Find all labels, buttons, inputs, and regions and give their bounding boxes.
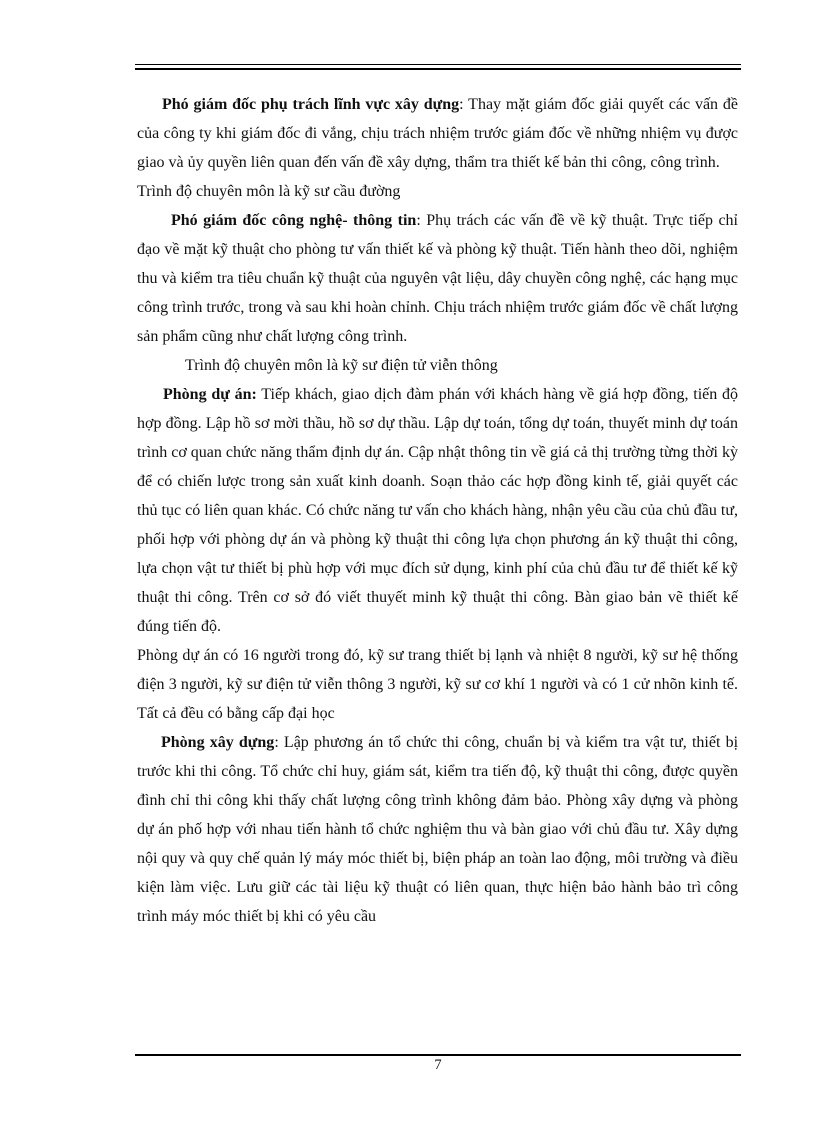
header-rule: [135, 64, 741, 70]
page-number: 7: [434, 1057, 442, 1073]
footer-rule: [135, 1054, 741, 1056]
document-body: [137, 90, 738, 931]
paragraph-heading: Phó giám đốc phụ trách lĩnh vực xây dựng: [162, 96, 460, 113]
paragraph-heading: Phòng xây dựng: [161, 734, 275, 751]
paragraph-text: : Lập phương án tổ chức thi công, chuẩn bị và kiểm tra vật tư, thiết bị trước khi thi công. Tổ chức chỉ huy, giám sát, kiểm tra tiến độ, kỹ thuật thi công, được quyền đình chỉ thi công khi thấy chất lượng công trình không đảm bảo. Phòng xây dựng và phòng dự án phố hợp với nhau tiến hành tổ chức nghiệm thu và bàn giao với chủ đầu tư. Xây dựng nội quy và quy chế quản lý máy móc thiết bị, biện pháp an toàn lao động, môi trường và điều kiện làm việc. Lưu giữ các tài liệu kỹ thuật có liên quan, thực hiện bảo hành bảo trì công trình máy móc thiết bị khi có yêu cầu: [137, 734, 739, 925]
paragraph-text: : Phụ trách các vấn đề về kỹ thuật. Trực tiếp chỉ đạo về mặt kỹ thuật cho phòng tư vấn thiết kế và phòng kỹ thuật. Tiến hành theo dõi, nghiệm thu và kiểm tra tiêu chuẩn kỹ thuật của nguyên vật liệu, dây chuyền công nghệ, các hạng mục công trình trước, trong và sau khi hoàn chỉnh. Chịu trách nhiệm trước giám đốc về chất lượng sản phẩm cũng như chất lượng công trình.: [137, 212, 739, 345]
paragraph-project-dept: [137, 380, 738, 641]
paragraph-text: Tiếp khách, giao dịch đàm phán với khách hàng về giá hợp đồng, tiến độ hợp đồng. Lập hồ sơ mời thầu, hồ sơ dự thầu. Lập dự toán, tổng dự toán, thuyết minh dự toán trình cơ quan chức năng thẩm định dự án. Cập nhật thông tin về giá cả thị trường từng thời kỳ để có chiến lược trong sản xuất kinh doanh. Soạn thảo các hợp đồng kinh tế, giải quyết các thủ tục có liên quan khác. Có chức năng tư vấn cho khách hàng, nhận yêu cầu của chủ đầu tư, phối hợp với phòng dự án và phòng kỹ thuật thi công lựa chọn phương án kỹ thuật thi công, lựa chọn vật tư thiết bị phù hợp với mục đích sử dụng, kinh phí của chủ đầu tư để thiết kế kỹ thuật thi công. Trên cơ sở đó viết thuyết minh kỹ thuật thi công. Bàn giao bản vẽ thiết kế đúng tiến độ.: [137, 386, 738, 635]
paragraph-heading: Phó giám đốc công nghệ- thông tin: [171, 212, 417, 229]
paragraph-text: Trình độ chuyên môn là kỹ sư cầu đường: [137, 183, 401, 200]
paragraph-text: Trình độ chuyên môn là kỹ sư điện tử viễn thông: [185, 357, 498, 374]
paragraph-construction-dept: [137, 728, 738, 931]
paragraph-text: : Thay mặt giám đốc giải quyết các vấn đề của công ty khi giám đốc đi vắng, chịu trách nhiệm trước giám đốc về những nhiệm vụ được giao và ủy quyền liên quan đến vấn đề xây dựng, thẩm tra thiết kế bản thi công, công trình.: [137, 96, 738, 171]
paragraph-qualification-2: [137, 351, 738, 380]
paragraph-text: Phòng dự án có 16 người trong đó, kỹ sư trang thiết bị lạnh và nhiệt 8 người, kỹ sư hệ thống điện 3 người, kỹ sư điện tử viễn thông 3 người, kỹ sư cơ khí 1 người và có 1 cử nhõn kinh tế. Tất cả đều có bằng cấp đại học: [137, 647, 738, 722]
paragraph-project-staff: [137, 641, 738, 728]
paragraph-qualification-1: [137, 177, 738, 206]
paragraph-deputy-construction: [137, 90, 738, 177]
paragraph-heading: Phòng dự án:: [163, 386, 257, 403]
paragraph-deputy-technology: [137, 206, 738, 351]
